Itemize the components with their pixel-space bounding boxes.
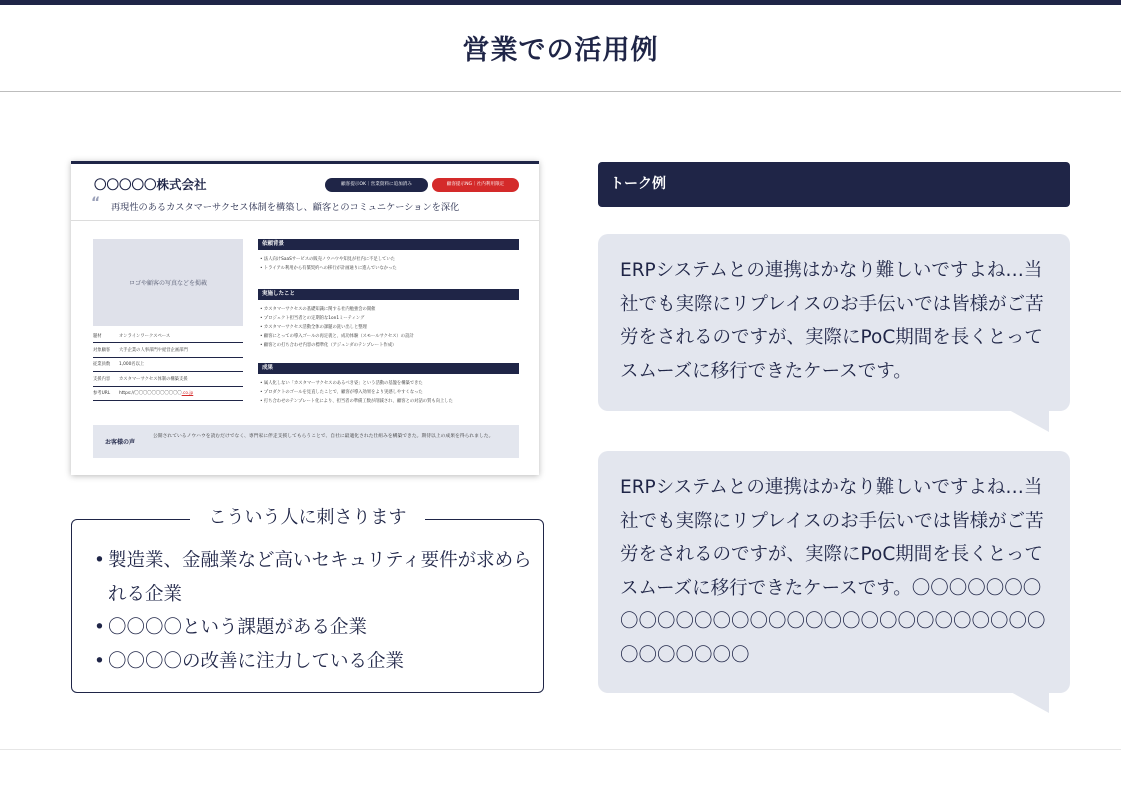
info-row	[93, 387, 243, 401]
sheet-company-name: 〇〇〇〇〇株式会社	[94, 177, 207, 192]
list-item: • 顧客にとっての導入ゴールの再定義と、成功体験（スモールサクセス）の設計	[260, 332, 522, 341]
section-list-results	[260, 379, 522, 406]
info-label: 従業員数	[93, 362, 111, 368]
target-audience-list	[94, 544, 534, 678]
talk-example-header: トーク例	[598, 162, 1070, 207]
list-item: • 顧客との打ち合わせ内容の標準化（アジェンダのテンプレート作成）	[260, 341, 522, 350]
photo-placeholder	[93, 239, 243, 326]
bottom-divider	[0, 749, 1121, 750]
speech-bubble-text: ERPシステムとの連携はかなり難しいですよね…当社でも実際にリプレイスのお手伝いでは皆様がご苦労をされるのですが、実際にPoC期間を長くとってスムーズに移行できたケースです。〇〇〇〇〇〇〇〇〇〇〇〇〇〇〇〇〇〇〇〇〇〇〇〇〇〇〇〇〇〇〇〇〇〇〇〇〇	[620, 477, 1046, 666]
list-item: • 打ち合わせのテンプレート化により、担当者の準備工数が削減され、顧客との対話の質も向上した	[260, 397, 522, 406]
info-value: オンラインワークスペース	[119, 333, 171, 339]
page-title: 営業での活用例	[462, 35, 659, 66]
bullet-icon: •	[94, 617, 105, 638]
info-table	[93, 329, 243, 401]
target-item-text: 〇〇〇〇の改善に注力している企業	[108, 650, 405, 672]
customer-voice	[93, 425, 519, 458]
list-item: • 属人化しない「カスタマーサクセスのあるべき姿」という活動の基盤を構築できた	[260, 379, 522, 388]
target-item	[94, 544, 534, 611]
speech-bubble	[598, 234, 1070, 411]
sheet-divider	[71, 220, 539, 221]
badge-customer-ng: 顧客提示NG｜社内利用限定	[432, 178, 519, 192]
info-label: 題材	[93, 333, 102, 339]
section-list-background	[260, 255, 522, 273]
bullet-icon: •	[94, 650, 105, 672]
info-row	[93, 329, 243, 343]
target-item-text: 〇〇〇〇という課題がある企業	[108, 617, 368, 638]
photo-placeholder-text: ロゴや顧客の写真などを掲載	[128, 280, 207, 287]
section-heading-background: 依頼背景	[258, 239, 519, 250]
reference-url	[119, 390, 193, 396]
speech-bubble-tail	[1009, 410, 1049, 432]
list-item: • カスタマーサクセス活動全体の課題の洗い出しと整理	[260, 323, 522, 332]
title-divider	[0, 91, 1121, 92]
target-item-text: 製造業、金融業など高いセキュリティ要件が求められる企業	[108, 550, 532, 605]
sheet-headline: 再現性のあるカスタマーサクセス体制を構築し、顧客とのコミュニケーションを深化	[111, 202, 460, 213]
info-label: 支援内容	[93, 376, 111, 382]
list-item: • カスタマーサクセスの基礎知識に関する社内勉強会の開催	[260, 305, 522, 314]
section-heading-results: 成果	[258, 363, 519, 374]
bullet-icon: •	[94, 550, 105, 571]
top-accent-bar	[0, 0, 1121, 5]
customer-voice-label: お客様の声	[105, 439, 136, 446]
target-audience-title: こういう人に刺さります	[190, 505, 425, 531]
section-heading-actions: 実施したこと	[258, 289, 519, 300]
list-item: • プロダクトのゴールを見直したことで、顧客が導入効果をより実感しやすくなった	[260, 388, 522, 397]
info-row	[93, 372, 243, 386]
target-item	[94, 611, 534, 645]
list-item: • 法人向けSaaSサービスの販売ノウハウや知見が社内に不足していた	[260, 255, 522, 264]
info-label: 参考URL	[93, 391, 111, 397]
speech-bubble	[598, 451, 1070, 693]
customer-voice-text: 公開されているノウハウを読むだけでなく、専門家に伴走支援してもらうことで、自社に最適化された仕組みを構築できた。期待以上の成果を得られました。	[153, 434, 494, 439]
section-list-actions	[260, 305, 522, 350]
reference-url-domain: .co.jp	[181, 391, 194, 397]
info-label: 対象顧客	[93, 348, 111, 354]
list-item: • プロジェクト担当者との定期的な1on1ミーティング	[260, 314, 522, 323]
list-item: • トライアル利用から有償契約への移行が計画通りに進んでいなかった	[260, 264, 522, 273]
info-value: カスタマーサクセス体制の構築支援	[119, 376, 188, 382]
reference-url-text: https://〇〇〇〇〇〇〇〇〇〇〇	[119, 391, 182, 397]
target-item	[94, 645, 534, 679]
info-value: 1,000名以上	[119, 362, 145, 368]
badge-customer-ok: 顧客提示OK｜営業資料に追加済み	[325, 178, 428, 192]
speech-bubble-text: ERPシステムとの連携はかなり難しいですよね…当社でも実際にリプレイスのお手伝いでは皆様がご苦労をされるのですが、実際にPoC期間を長くとってスムーズに移行できたケースです。	[620, 260, 1044, 382]
quote-icon: “	[91, 195, 101, 211]
case-study-sheet	[71, 161, 539, 475]
info-row	[93, 358, 243, 372]
speech-bubble-tail	[1009, 691, 1049, 713]
info-value: 大手企業の人事部門や経営企画部門	[119, 348, 188, 354]
info-row	[93, 343, 243, 357]
